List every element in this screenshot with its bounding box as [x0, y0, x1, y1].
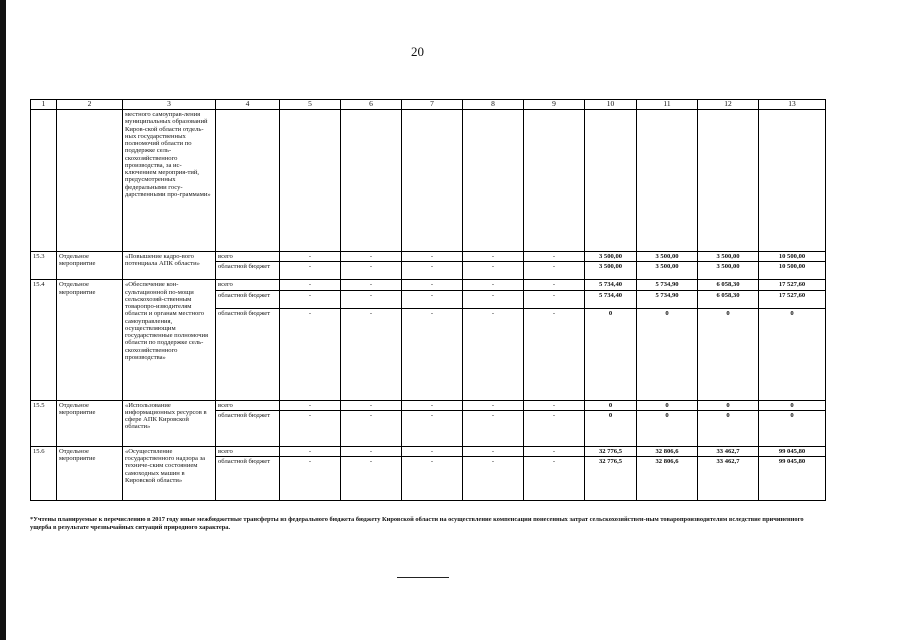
value-cell: 10 500,00 — [759, 252, 826, 262]
value-cell: 0 — [585, 410, 637, 446]
value-cell: - — [402, 290, 463, 308]
value-cell: - — [341, 410, 402, 446]
value-cell: - — [341, 308, 402, 400]
value-cell: - — [280, 290, 341, 308]
funding-source: областной бюджет — [216, 457, 280, 501]
column-header: 12 — [698, 100, 759, 110]
continuation-row — [31, 110, 826, 252]
column-header: 11 — [637, 100, 698, 110]
funding-source: областной бюджет — [216, 262, 280, 280]
value-cell: 0 — [759, 410, 826, 446]
value-cell: 0 — [585, 308, 637, 400]
funding-source: всего — [216, 400, 280, 410]
funding-source: всего — [216, 446, 280, 456]
value-cell: - — [402, 400, 463, 410]
value-cell: - — [341, 252, 402, 262]
funding-source: областной бюджет — [216, 308, 280, 400]
value-cell: 0 — [759, 400, 826, 410]
column-header: 2 — [57, 100, 123, 110]
row-name: «Осуществление государственного надзора за техниче-ским состоянием самоходных машин в Кировской области» — [123, 446, 216, 500]
column-header: 4 — [216, 100, 280, 110]
value-cell: 99 045,80 — [759, 446, 826, 456]
value-cell: - — [463, 262, 524, 280]
value-cell: 0 — [637, 400, 698, 410]
value-cell: - — [524, 262, 585, 280]
column-header: 7 — [402, 100, 463, 110]
value-cell: 0 — [698, 400, 759, 410]
row-name: «Использование информационных ресурсов в сфере АПК Кировской области» — [123, 400, 216, 446]
value-cell: 33 462,7 — [698, 457, 759, 501]
value-cell: - — [280, 400, 341, 410]
column-header: 10 — [585, 100, 637, 110]
value-cell: - — [463, 410, 524, 446]
value-cell: 5 734,40 — [585, 290, 637, 308]
value-cell: 17 527,60 — [759, 280, 826, 290]
value-cell: - — [463, 290, 524, 308]
value-cell: - — [524, 400, 585, 410]
value-cell: 5 734,90 — [637, 280, 698, 290]
row-code: 15.4 — [31, 280, 57, 400]
value-cell: - — [524, 457, 585, 501]
value-cell: - — [524, 252, 585, 262]
value-cell: - — [341, 446, 402, 456]
scan-edge — [0, 0, 6, 640]
row-code: 15.6 — [31, 446, 57, 500]
value-cell: - — [463, 280, 524, 290]
value-cell: 0 — [585, 400, 637, 410]
value-cell: 0 — [637, 410, 698, 446]
value-cell: 0 — [698, 410, 759, 446]
row-type: Отдельное мероприятие — [57, 252, 123, 280]
value-cell: 17 527,60 — [759, 290, 826, 308]
row-code: 15.5 — [31, 400, 57, 446]
value-cell: - — [463, 457, 524, 501]
continuation-text: местного самоуправ-ления муниципальных образований Киров-ской области отдель-ных государственных полномочий области по поддержке сель-скохозяйственного производства, за ис-ключением мероприя-тий, предусмотренных федеральными госу-дарственными про-граммами» — [123, 110, 216, 252]
value-cell: 32 806,6 — [637, 457, 698, 501]
value-cell: - — [524, 410, 585, 446]
value-cell: - — [402, 410, 463, 446]
row-name: «Обеспечение кон-сультационной по-мощи сельскохозяй-ственным товаропро-изводителям области и органам местного самоуправления, осуществляющим государственные полномочия области по поддержке сель-скохозяйственного производства» — [123, 280, 216, 400]
table-row — [31, 252, 826, 262]
value-cell: - — [463, 308, 524, 400]
row-type: Отдельное мероприятие — [57, 280, 123, 400]
value-cell: 10 500,00 — [759, 262, 826, 280]
row-type: Отдельное мероприятие — [57, 446, 123, 500]
value-cell: - — [463, 446, 524, 456]
value-cell: - — [402, 252, 463, 262]
value-cell: - — [280, 308, 341, 400]
value-cell: 99 045,80 — [759, 457, 826, 501]
value-cell: 5 734,40 — [585, 280, 637, 290]
column-header: 3 — [123, 100, 216, 110]
value-cell: - — [280, 410, 341, 446]
divider-rule — [397, 577, 449, 578]
column-header: 1 — [31, 100, 57, 110]
value-cell: 6 058,30 — [698, 290, 759, 308]
value-cell: 3 500,00 — [585, 262, 637, 280]
value-cell: - — [280, 457, 341, 501]
value-cell: 6 058,30 — [698, 280, 759, 290]
column-header: 5 — [280, 100, 341, 110]
value-cell: - — [280, 446, 341, 456]
value-cell: - — [402, 262, 463, 280]
column-header: 8 — [463, 100, 524, 110]
value-cell: - — [463, 400, 524, 410]
value-cell: 3 500,00 — [698, 262, 759, 280]
funding-source: областной бюджет — [216, 290, 280, 308]
value-cell: - — [280, 252, 341, 262]
table-row — [31, 280, 826, 290]
funding-source: всего — [216, 280, 280, 290]
table-row — [31, 400, 826, 410]
value-cell: - — [524, 290, 585, 308]
value-cell: - — [402, 457, 463, 501]
value-cell: - — [280, 262, 341, 280]
footnote: *Учтены планируемые к перечислению в 2017 году иные межбюджетные трансферты из федерального бюджета бюджету Кировской области на осуществление компенсации понесенных затрат сельскохозяйствен-ным товаропроизводителям вследствие причиненного ущерба в результате чрезвычайных ситуаций природного характера. — [30, 516, 804, 531]
value-cell: - — [341, 400, 402, 410]
value-cell: 32 776,5 — [585, 446, 637, 456]
value-cell: 32 776,5 — [585, 457, 637, 501]
funding-source: всего — [216, 252, 280, 262]
column-number-row — [31, 100, 826, 110]
column-header: 6 — [341, 100, 402, 110]
value-cell: - — [402, 446, 463, 456]
value-cell: - — [341, 280, 402, 290]
value-cell: - — [524, 446, 585, 456]
value-cell: - — [524, 308, 585, 400]
row-code: 15.3 — [31, 252, 57, 280]
value-cell: 3 500,00 — [585, 252, 637, 262]
page-number: 20 — [411, 44, 424, 59]
value-cell: 0 — [759, 308, 826, 400]
value-cell: 0 — [637, 308, 698, 400]
value-cell: - — [341, 290, 402, 308]
value-cell: 32 806,6 — [637, 446, 698, 456]
budget-table — [30, 99, 826, 501]
value-cell: 3 500,00 — [698, 252, 759, 262]
funding-source: областной бюджет — [216, 410, 280, 446]
value-cell: - — [280, 280, 341, 290]
column-header: 13 — [759, 100, 826, 110]
value-cell: 33 462,7 — [698, 446, 759, 456]
value-cell: - — [341, 262, 402, 280]
value-cell: - — [341, 457, 402, 501]
value-cell: 3 500,00 — [637, 252, 698, 262]
row-type: Отдельное мероприятие — [57, 400, 123, 446]
table-row — [31, 446, 826, 456]
value-cell: 0 — [698, 308, 759, 400]
value-cell: - — [402, 308, 463, 400]
value-cell: - — [524, 280, 585, 290]
value-cell: - — [463, 252, 524, 262]
value-cell: 5 734,90 — [637, 290, 698, 308]
row-name: «Повышение кадро-вого потенциала АПК области» — [123, 252, 216, 280]
column-header: 9 — [524, 100, 585, 110]
value-cell: - — [402, 280, 463, 290]
value-cell: 3 500,00 — [637, 262, 698, 280]
